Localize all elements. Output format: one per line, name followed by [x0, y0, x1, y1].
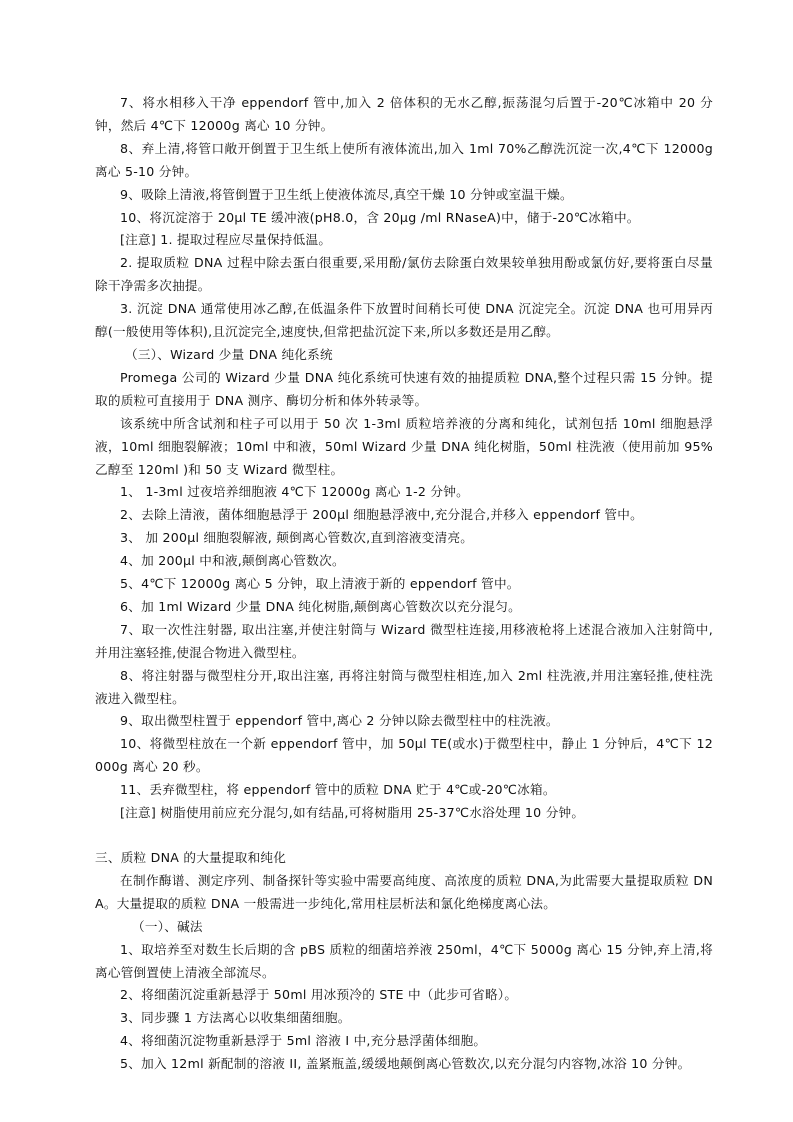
wizard-step-2: 2、去除上清液，菌体细胞悬浮于 200μl 细胞悬浮液中,充分混合,并移入 eppendorf 管中。 [120, 507, 643, 523]
note-3: 3. 沉淀 DNA 通常使用冰乙醇,在低温条件下放置时间稍长可使 DNA 沉淀完全。沉淀 DNA 也可用异丙醇(一般使用等体积),且沉淀完全,速度快,但常把盐沉淀下来,所以多数还是用乙醇。 [95, 301, 713, 340]
wizard-step-7: 7、取一次性注射器, 取出注塞,并使注射筒与 Wizard 微型柱连接,用移液枪将上述混合液加入注射筒中,并用注塞轻推,使混合物进入微型柱。 [95, 621, 713, 660]
wizard-step-3: 3、 加 200μl 细胞裂解液, 颠倒离心管数次,直到溶液变清亮。 [120, 530, 474, 546]
note-1: [注意] 1. 提取过程应尽量保持低温。 [120, 232, 332, 248]
paragraph-step-8: 8、弃上清,将管口敞开倒置于卫生纸上使所有液体流出,加入 1ml 70%乙醇洗沉淀一次,4℃下 12000g 离心 5-10 分钟。 [95, 140, 713, 179]
alkaline-step-4: 4、将细菌沉淀物重新悬浮于 5ml 溶液 I 中,充分悬浮菌体细胞。 [120, 1033, 487, 1049]
wizard-step-11: 11、丢弃微型柱，将 eppendorf 管中的质粒 DNA 贮于 4℃或-20℃冰箱。 [120, 782, 556, 798]
section-heading-large-scale: 三、质粒 DNA 的大量提取和纯化 [95, 850, 287, 865]
alkaline-step-5: 5、加入 12ml 新配制的溶液 II, 盖紧瓶盖,缓缓地颠倒离心管数次,以充分混匀内容物,冰浴 10 分钟。 [120, 1056, 691, 1072]
section-heading-alkaline: （一）、碱法 [132, 918, 203, 934]
paragraph-large-scale-intro: 在制作酶谱、测定序列、制备探针等实验中需要高纯度、高浓度的质粒 DNA,为此需要大量提取质粒 DNA。大量提取的质粒 DNA 一般需进一步纯化,常用柱层析法和氯化绝梯度离心法。 [95, 872, 713, 911]
wizard-step-6: 6、加 1ml Wizard 少量 DNA 纯化树脂,颠倒离心管数次以充分混匀。 [120, 598, 521, 614]
alkaline-step-3: 3、同步骤 1 方法离心以收集细菌细胞。 [120, 1010, 351, 1026]
wizard-step-1: 1、 1-3ml 过夜培养细胞液 4℃下 12000g 离心 1-2 分钟。 [120, 484, 469, 500]
alkaline-step-2: 2、将细菌沉淀重新悬浮于 50ml 用冰预冷的 STE 中（此步可省略）。 [120, 987, 518, 1003]
section-gap [95, 825, 713, 847]
wizard-note: [注意] 树脂使用前应充分混匀,如有结晶,可将树脂用 25-37℃水浴处理 10 分钟。 [120, 805, 585, 821]
paragraph-step-7: 7、将水相移入干净 eppendorf 管中,加入 2 倍体积的无水乙醇,振荡混匀后置于-20℃冰箱中 20 分钟，然后 4℃下 12000g 离心 10 分钟。 [95, 95, 713, 133]
alkaline-step-1: 1、取培养至对数生长后期的含 pBS 质粒的细菌培养液 250ml，4℃下 5000g 离心 15 分钟,弃上清,将离心管倒置使上清液全部流尽。 [95, 941, 713, 980]
note-2: 2. 提取质粒 DNA 过程中除去蛋白很重要,采用酚/氯仿去除蛋白效果较单独用酚或氯仿好,要将蛋白尽量除干净需多次抽提。 [95, 255, 713, 294]
section-heading-wizard: （三）、Wizard 少量 DNA 纯化系统 [125, 346, 333, 362]
paragraph-step-10: 10、将沉淀溶于 20μl TE 缓冲液(pH8.0，含 20μg /ml RNaseA)中，储于-20℃冰箱中。 [120, 209, 640, 225]
wizard-step-5: 5、4℃下 12000g 离心 5 分钟，取上清液于新的 eppendorf 管中。 [120, 576, 520, 592]
paragraph-kit-contents: 该系统中所含试剂和柱子可以用于 50 次 1-3ml 质粒培养液的分离和纯化，试剂包括 10ml 细胞悬浮液，10ml 细胞裂解液；10ml 中和液，50ml Wizard 少量 DNA 纯化树脂，50ml 柱洗液（使用前加 95%乙醇至 120ml )和 50 支 Wizard 微型柱。 [95, 415, 713, 477]
wizard-step-8: 8、将注射器与微型柱分开,取出注塞, 再将注射筒与微型柱相连,加入 2ml 柱洗液,并用注塞轻推,使柱洗液进入微型柱。 [95, 667, 713, 706]
paragraph-promega-intro: Promega 公司的 Wizard 少量 DNA 纯化系统可快速有效的抽提质粒 DNA,整个过程只需 15 分钟。提取的质粒可直接用于 DNA 测序、酶切分析和体外转录等。 [95, 369, 713, 408]
wizard-step-9: 9、取出微型柱置于 eppendorf 管中,离心 2 分钟以除去微型柱中的柱洗液。 [120, 713, 559, 729]
wizard-step-4: 4、加 200μl 中和液,颠倒离心管数次。 [120, 553, 345, 569]
paragraph-step-9: 9、吸除上清液,将管倒置于卫生纸上使液体流尽,真空干燥 10 分钟或室温干燥。 [120, 186, 573, 202]
wizard-step-10: 10、将微型柱放在一个新 eppendorf 管中，加 50μl TE(或水)于微型柱中，静止 1 分钟后，4℃下 12000g 离心 20 秒。 [95, 736, 713, 775]
